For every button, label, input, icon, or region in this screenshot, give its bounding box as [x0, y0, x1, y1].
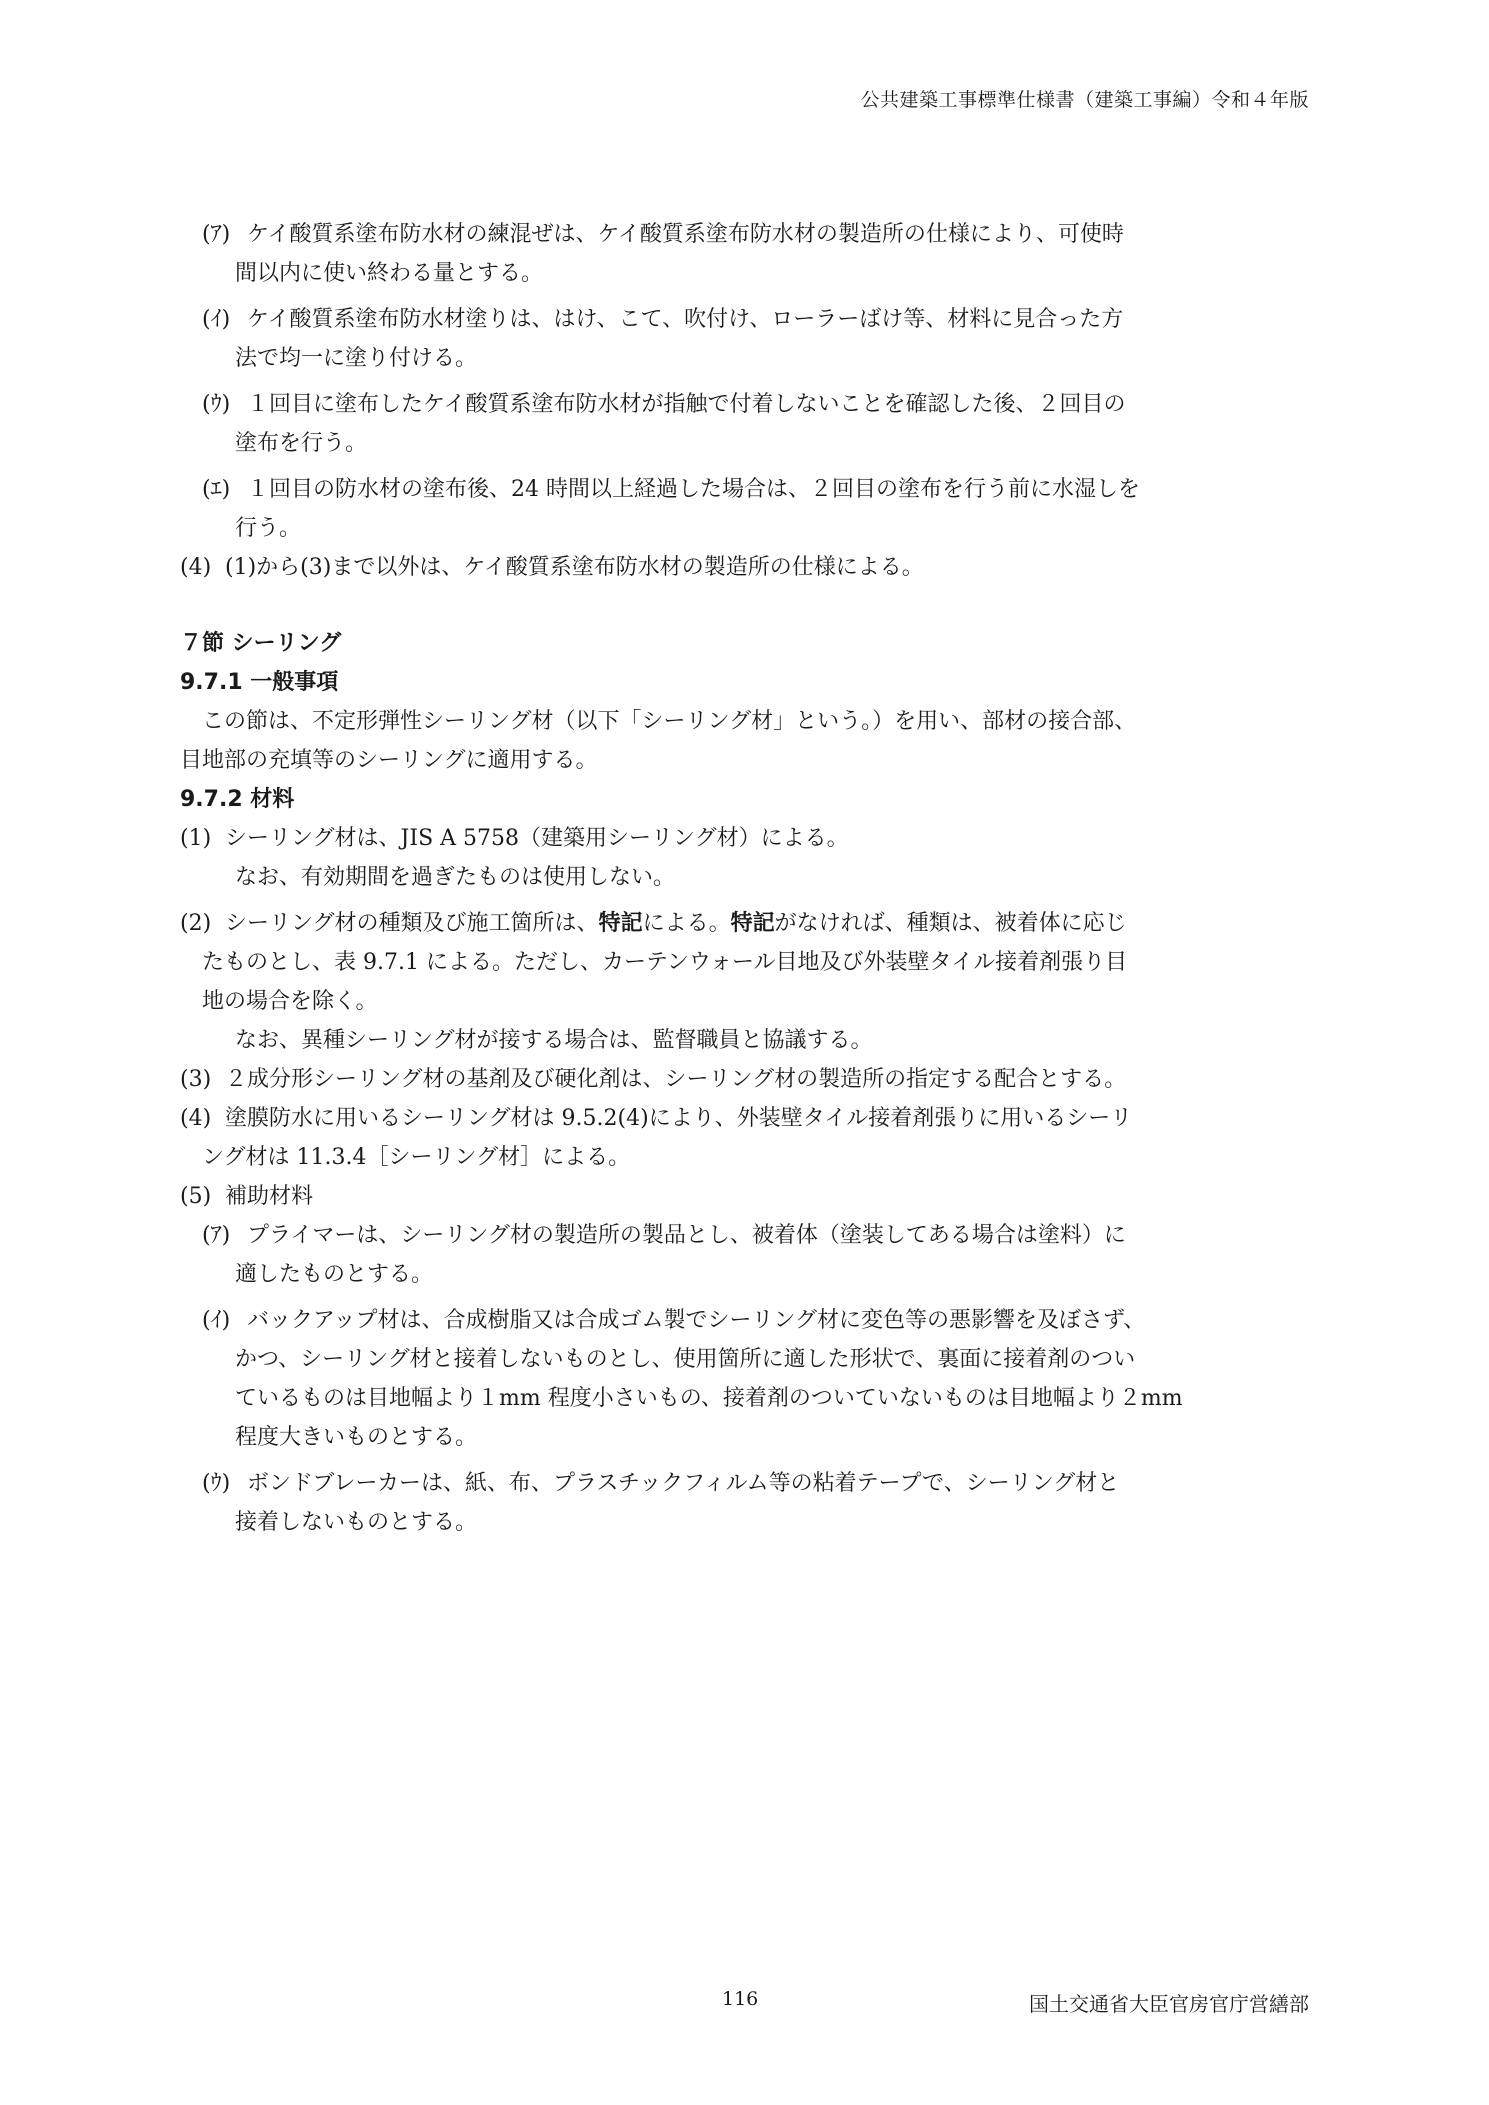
- item-text: バックアップ材は、合成樹脂又は合成ゴム製でシーリング材に変色等の悪影響を及ぼさず、: [247, 1308, 1146, 1333]
- item-marker: (ｲ): [202, 307, 231, 332]
- item-text: なお、異種シーリング材が接する場合は、監督職員と協議する。: [235, 1028, 873, 1053]
- list-item: [180, 470, 1315, 548]
- item-text: 行う。: [235, 516, 302, 541]
- item-text: 接着しないものとする。: [235, 1510, 478, 1535]
- item-text: 地の場合を除く。: [202, 989, 378, 1014]
- item-marker: (ｳ): [202, 392, 231, 417]
- item-marker: (ｳ): [202, 1471, 231, 1496]
- item-text: ング材は 11.3.4［シーリング材］による。: [202, 1145, 631, 1170]
- list-item: [180, 1301, 1315, 1457]
- item-text: シーリング材の種類及び施工箇所は、: [225, 911, 599, 936]
- item-text: がなければ、種類は、被着体に応じ: [774, 911, 1127, 936]
- item-marker: (ｲ): [202, 1308, 231, 1333]
- item-text: 適したものとする。: [235, 1262, 434, 1287]
- item-text: 法で均一に塗り付ける。: [235, 346, 478, 371]
- item-text: １回目に塗布したケイ酸質系塗布防水材が指触で付着しないことを確認した後、２回目の: [247, 392, 1126, 417]
- section-title: ７節 シーリング: [180, 631, 342, 656]
- tokki-term: 特記: [730, 911, 775, 936]
- item-text: 補助材料: [225, 1184, 314, 1209]
- item-text: ２成分形シーリング材の基剤及び硬化剤は、シーリング材の製造所の指定する配合とする。: [225, 1067, 1127, 1092]
- list-item: [180, 1216, 1315, 1294]
- clause-title-9-7-2: 9.7.2 材料: [180, 787, 295, 812]
- item-marker: (4): [180, 1106, 212, 1131]
- list-item: [180, 385, 1315, 463]
- page-footer: 国土交通省大臣官房官庁営繕部: [1029, 1992, 1309, 2016]
- item-text: たものとし、表 9.7.1 による。ただし、カーテンウォール目地及び外装壁タイル接着剤張り目: [202, 950, 1128, 975]
- clause-title-9-7-1: 9.7.1 一般事項: [180, 670, 339, 695]
- paragraph-1: [180, 819, 1315, 897]
- item-marker: (5): [180, 1184, 212, 1209]
- document-body: [180, 215, 1315, 1542]
- item-text: かつ、シーリング材と接着しないものとし、使用箇所に適した形状で、裏面に接着剤のつい: [235, 1347, 1136, 1372]
- paragraph-2: [180, 904, 1315, 1060]
- item-text: １回目の防水材の塗布後、24 時間以上経過した場合は、２回目の塗布を行う前に水湿しを: [247, 477, 1140, 502]
- item-text: 塗膜防水に用いるシーリング材は 9.5.2(4)により、外装壁タイル接着剤張りに用いるシーリ: [225, 1106, 1133, 1131]
- paragraph-4: [180, 548, 1315, 587]
- page-header: 公共建築工事標準仕様書（建築工事編）令和４年版: [860, 89, 1309, 111]
- item-text: による。: [642, 911, 731, 936]
- item-text: ボンドブレーカーは、紙、布、プラスチックフィルム等の粘着テープで、シーリング材と: [247, 1471, 1120, 1496]
- item-text: ケイ酸質系塗布防水材の練混ぜは、ケイ酸質系塗布防水材の製造所の仕様により、可使時: [247, 222, 1124, 247]
- list-item: [180, 1464, 1315, 1542]
- paragraph-4b: [180, 1099, 1315, 1177]
- item-marker: (ｱ): [202, 222, 231, 247]
- item-marker: (ｴ): [202, 477, 231, 502]
- page-number: 116: [722, 1988, 759, 2010]
- clause-text: この節は、不定形弾性シーリング材（以下「シーリング材」という。）を用い、部材の接合部、: [202, 709, 1137, 734]
- list-item: [180, 300, 1315, 378]
- paragraph-3: [180, 1060, 1315, 1099]
- list-item: [180, 215, 1315, 293]
- item-marker: (1): [180, 826, 212, 851]
- item-text: 間以内に使い終わる量とする。: [235, 261, 544, 286]
- item-text: なお、有効期間を過ぎたものは使用しない。: [235, 865, 676, 890]
- item-marker: (ｱ): [202, 1223, 231, 1248]
- item-marker: (2): [180, 911, 212, 936]
- item-text: ているものは目地幅より１mm 程度小さいもの、接着剤のついていないものは目地幅より２mm: [235, 1386, 1183, 1411]
- item-marker: (3): [180, 1067, 212, 1092]
- item-text: 程度大きいものとする。: [235, 1425, 478, 1450]
- item-text: プライマーは、シーリング材の製造所の製品とし、被着体（塗装してある場合は塗料）に: [247, 1223, 1126, 1248]
- paragraph-5: [180, 1177, 1315, 1216]
- tokki-term: 特記: [598, 911, 643, 936]
- item-text: 塗布を行う。: [235, 431, 368, 456]
- clause-text: 目地部の充填等のシーリングに適用する。: [180, 748, 598, 773]
- item-marker: (4): [180, 555, 212, 580]
- item-text: (1)から(3)まで以外は、ケイ酸質系塗布防水材の製造所の仕様による。: [225, 555, 924, 580]
- item-text: シーリング材は、JIS A 5758（建築用シーリング材）による。: [225, 826, 849, 851]
- item-text: ケイ酸質系塗布防水材塗りは、はけ、こて、吹付け、ローラーばけ等、材料に見合った方: [247, 307, 1124, 332]
